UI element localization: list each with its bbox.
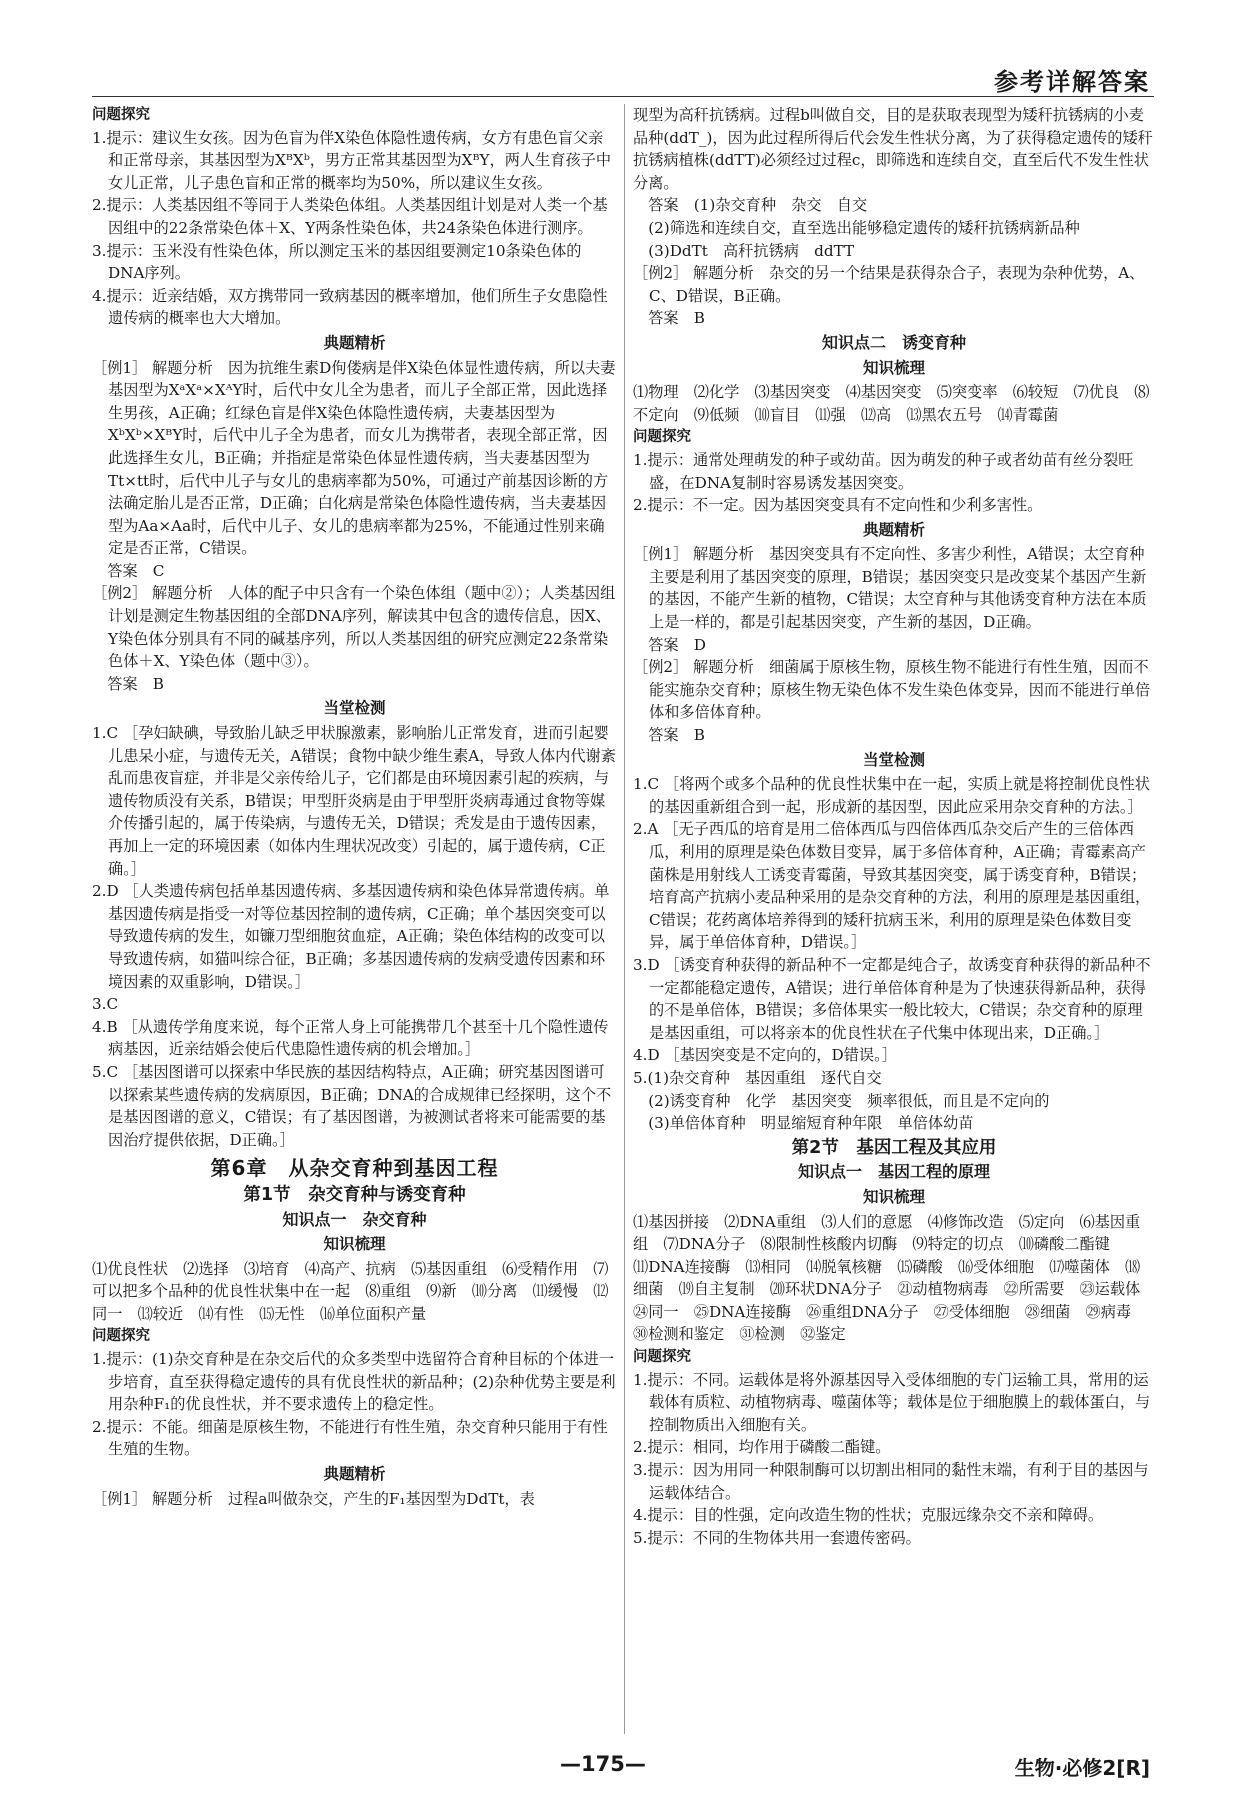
paragraph: 答案 D (633, 635, 706, 654)
subheading: 典题精析 (323, 1465, 386, 1484)
paragraph: 5.(1)杂交育种 基因重组 逐代自交 (633, 1068, 882, 1087)
subheading: 当堂检测 (862, 750, 925, 769)
paragraph: ［例2］ 解题分析 杂交的另一个结果是获得杂合子，表现为杂种优势，A、C、D错误，B正确。 (633, 264, 1145, 305)
paragraph: 答案 (1)杂交育种 杂交 自交 (633, 196, 868, 215)
paragraph: 答案 B (92, 674, 164, 693)
subheading: 知识梳理 (862, 358, 925, 377)
book-label: 生物·必修2[R] (1014, 1756, 1150, 1780)
paragraph: 2.提示：不一定。因为基因突变具有不定向性和少利多害性。 (633, 496, 1043, 515)
paragraph: 4.提示：近亲结婚，双方携带同一致病基因的概率增加，他们所生子女患隐性遗传病的概率也大大增加。 (92, 286, 608, 328)
subheading: 当堂检测 (323, 699, 386, 718)
subheading: 典题精析 (862, 520, 925, 539)
paragraph: 4.D ［基因突变是不定向的，D错误。］ (633, 1046, 897, 1065)
section-label: 问题探究 (633, 429, 691, 446)
paragraph: ⑴基因拼接 ⑵DNA重组 ⑶人们的意愿 ⑷修饰改造 ⑸定向 ⑹基因重组 ⑺DNA分子 ⑻限制性核酸内切酶 ⑼特定的切点 ⑽磷酸二酯键 ⑾DNA连接酶 ⒀相同 ⒁脱氧核糖 ⒂磷酸 ⒃受体细胞 ⒄噬菌体 ⒅细菌 ⒆自主复制 ⒇环状DNA分子 ㉑动植物病毒 ㉒所需要 ㉓运载体 ㉔同一 ㉕DNA连接酶 ㉖重组DNA分子 ㉗受体细胞 ㉘细菌 ㉙病毒 ㉚检测和鉴定 ㉛检测 ㉜鉴定 (633, 1212, 1156, 1344)
knowledge-point-heading: 知识点二 诱变育种 (821, 332, 966, 352)
paragraph: 答案 B (633, 726, 705, 745)
subheading: 知识梳理 (323, 1235, 386, 1254)
knowledge-point-heading: 知识点一 基因工程的原理 (797, 1162, 990, 1182)
paragraph: ［例1］ 解题分析 过程a叫做杂交，产生的F₁基因型为DdTt，表 (92, 1489, 535, 1508)
paragraph: 5.提示：不同的生物体共用一套遗传密码。 (633, 1528, 921, 1547)
paragraph: ⑴优良性状 ⑵选择 ⑶培育 ⑷高产、抗病 ⑸基因重组 ⑹受精作用 ⑺可以把多个品种的优良性状集中在一起 ⑻重组 ⑼新 ⑽分离 ⑾缓慢 ⑿同一 ⒀较近 ⒁有性 ⒂无性 ⒃单位面积产量 (92, 1259, 609, 1323)
paragraph: 答案 B (633, 309, 705, 328)
chapter-heading: 第6章 从杂交育种到基因工程 (210, 1156, 499, 1181)
page-number: —175— (560, 1752, 646, 1776)
paragraph: 2.提示：不能。细菌是原核生物，不能进行有性生殖，杂交育种只能用于有性生殖的生物。 (92, 1417, 608, 1459)
paragraph: (2)筛选和连续自交，直至选出能够稳定遗传的矮秆抗锈病新品种 (633, 218, 1080, 237)
paragraph: 3.C (92, 995, 119, 1014)
section-label: 问题探究 (92, 1328, 150, 1345)
left-column (92, 104, 617, 1510)
paragraph: 3.提示：玉米没有性染色体，所以测定玉米的基因组要测定10条染色体的DNA序列。 (92, 241, 582, 283)
paragraph: ［例1］ 解题分析 因为抗维生素D佝偻病是伴X染色体显性遗传病，所以夫妻基因型为XᵃXᵃ×XᴬY时，后代中女儿全为患者，而儿子全部正常，因此选择生男孩，A正确；红绿色盲是伴X染色体隐性遗传病，夫妻基因型为XᵇXᵇ×XᴮY时，后代中儿子全为患者，而女儿为携带者，表现全部正常，因此选择生女儿，B正确；并指症是常染色体显性遗传病，当夫妻基因型为Tt×tt时，后代中儿子与女儿的患病率都为50%，可通过产前基因诊断的方法确定胎儿是否正常，D正确；白化病是常染色体隐性遗传病，当夫妻基因型为Aa×Aa时，后代中儿子、女儿的患病率都为25%，不能通过性别来确定是否正常，C错误。 (92, 358, 616, 558)
paragraph: 2.A ［无子西瓜的培育是用二倍体西瓜与四倍体西瓜杂交后产生的三倍体西瓜，利用的原理是染色体数目变异，属于多倍体育种，A正确；青霉素高产菌株是用射线人工诱变青霉菌，导致其基因突变，属于诱变育种，B错误；培育高产抗病小麦品种采用的是杂交育种的方法，利用的原理是基因重组，C错误；花药离体培养得到的矮秆抗病玉米，利用的原理是染色体数目变异，属于单倍体育种，D错误。］ (633, 820, 1151, 952)
paragraph: ［例1］ 解题分析 基因突变具有不定向性、多害少利性，A错误；太空育种主要是利用了基因突变的原理，B错误；基因突变只是改变某个基因产生新的基因，不能产生新的植物，C错误；太空育种与其他诱变育种方法在本质上是一样的，都是引起基因突变，产生新的基因，D正确。 (633, 545, 1147, 632)
paragraph: 现型为高秆抗锈病。过程b叫做自交，目的是获取表现型为矮秆抗锈病的小麦品种(ddT_)，因为此过程所得后代会发生性状分离，为了获得稳定遗传的矮秆抗锈病植株(ddTT)必须经过过程c，即筛选和连续自交，直至后代不发生性状分离。 (633, 106, 1153, 192)
header-rule (92, 96, 1154, 97)
subheading: 典题精析 (323, 333, 386, 352)
section-label: 问题探究 (633, 1349, 691, 1366)
paragraph: 1.提示：不同。运载体是将外源基因导入受体细胞的专门运输工具，常用的运载体有质粒、动植物病毒、噬菌体等；载体是位于细胞膜上的载体蛋白，与控制物质出入细胞有关。 (633, 1370, 1151, 1434)
paragraph: 5.C ［基因图谱可以探索中华民族的基因结构特点，A正确；研究基因图谱可以探索某些遗传病的发病原因，B正确；DNA的合成规律已经探明，这个不是基因图谱的意义，C错误；有了基因图谱，为被测试者将来可能需要的基因治疗提供依据，D正确。］ (92, 1062, 612, 1149)
paragraph: (3)DdTt 高秆抗锈病 ddTT (633, 241, 855, 260)
section-heading: 第1节 杂交育种与诱变育种 (243, 1184, 466, 1205)
paragraph: 2.提示：人类基因组不等同于人类染色体组。人类基因组计划是对人类一个基因组中的22条常染色体＋X、Y两条性染色体，共24条染色体进行测序。 (92, 196, 608, 237)
column-divider (624, 104, 625, 1734)
section-heading: 第2节 基因工程及其应用 (791, 1137, 997, 1158)
section-label: 问题探究 (92, 107, 150, 123)
paragraph: 1.提示：建议生女孩。因为色盲为伴X染色体隐性遗传病，女方有患色盲父亲和正常母亲，其基因型为XᴮXᵇ，男方正常其基因型为XᴮY，两人生育孩子中女儿正常，儿子患色盲和正常的概率均为50%，所以建议生女孩。 (92, 128, 612, 192)
paragraph: ⑴物理 ⑵化学 ⑶基因突变 ⑷基因突变 ⑸突变率 ⑹较短 ⑺优良 ⑻不定向 ⑼低频 ⑽盲目 ⑾强 ⑿高 ⒀黑农五号 ⒁青霉菌 (633, 383, 1150, 424)
paragraph: 2.提示：相同，均作用于磷酸二酯键。 (633, 1438, 891, 1457)
paragraph: (3)单倍体育种 明显缩短育种年限 单倍体幼苗 (633, 1114, 974, 1133)
paragraph: 答案 C (92, 561, 165, 580)
paragraph: 3.D ［诱变育种获得的新品种不一定都是纯合子，故诱变育种获得的新品种不一定都能稳定遗传，A错误；进行单倍体育种是为了快速获得新品种，获得的不是单倍体，B错误；多倍体果实一般比较大，C错误；杂交育种的原理是基因重组，可以将亲本的优良性状在子代集中体现出来，D正确。］ (633, 955, 1151, 1042)
paragraph: ［例2］ 解题分析 人体的配子中只含有一个染色体组（题中②）；人类基因组计划是测定生物基因组的全部DNA序列，解读其中包含的遗传信息，因X、Y染色体分别具有不同的碱基序列，所以人类基因组的研究应测定22条常染色体＋X、Y染色体（题中③）。 (92, 584, 616, 671)
paragraph: 2.D ［人类遗传病包括单基因遗传病、多基因遗传病和染色体异常遗传病。单基因遗传病是指受一对等位基因控制的遗传病，C正确；单个基因突变可以导致遗传病的发生，如镰刀型细胞贫血症，A正确；染色体结构的改变可以导致遗传病，如猫叫综合征，B正确；多基因遗传病的发病受遗传因素和环境因素的双重影响，D错误。］ (92, 882, 610, 991)
subheading: 知识梳理 (862, 1187, 925, 1206)
paragraph: 1.提示：通常处理萌发的种子或幼苗。因为萌发的种子或者幼苗有丝分裂旺盛，在DNA复制时容易诱发基因突变。 (633, 450, 1134, 492)
paragraph: 4.提示：目的性强，定向改造生物的性状；克服远缘杂交不亲和障碍。 (633, 1506, 1104, 1525)
paragraph: 1.提示：(1)杂交育种是在杂交后代的众多类型中选留符合育种目标的个体进一步培育，直至获得稳定遗传的具有优良性状的新品种；(2)杂种优势主要是利用杂种F₁的优良性状，并不要求遗传上的稳定性。 (92, 1350, 616, 1414)
paragraph: 4.B ［从遗传学角度来说，每个正常人身上可能携带几个甚至十几个隐性遗传病基因，近亲结婚会使后代患隐性遗传病的机会增加。］ (92, 1017, 609, 1059)
paragraph: 3.提示：因为用同一种限制酶可以切割出相同的黏性末端，有利于目的基因与运载体结合。 (633, 1461, 1149, 1502)
header-title: 参考详解答案 (994, 68, 1150, 96)
paragraph: 1.C ［将两个或多个品种的优良性状集中在一起，实质上就是将控制优良性状的基因重新组合到一起，形成新的基因型，因此应采用杂交育种的方法。］ (633, 775, 1150, 816)
paragraph: ［例2］ 解题分析 细菌属于原核生物，原核生物不能进行有性生殖，因而不能实施杂交育种；原核生物无染色体不发生染色体变异，因而不能进行单倍体和多倍体育种。 (633, 658, 1151, 722)
right-column (633, 104, 1155, 1549)
knowledge-point-heading: 知识点一 杂交育种 (282, 1209, 427, 1229)
paragraph: 1.C ［孕妇缺碘，导致胎儿缺乏甲状腺激素，影响胎儿正常发育，进而引起婴儿患呆小症，与遗传无关，A错误；食物中缺少维生素A，导致人体内代谢紊乱而患夜盲症，并非是父亲传给儿子，它们都是由环境因素引起的疾病，与遗传物质没有关系，B错误；甲型肝炎病是由于甲型肝炎病毒通过食物等媒介传播引起的，属于传染病，与遗传无关，D错误；秃发是由于遗传因素，再加上一定的环境因素（如体内生理状况改变）引起的，属于遗传病，C正确。］ (92, 724, 616, 878)
paragraph: (2)诱变育种 化学 基因突变 频率很低，而且是不定向的 (633, 1091, 1050, 1110)
